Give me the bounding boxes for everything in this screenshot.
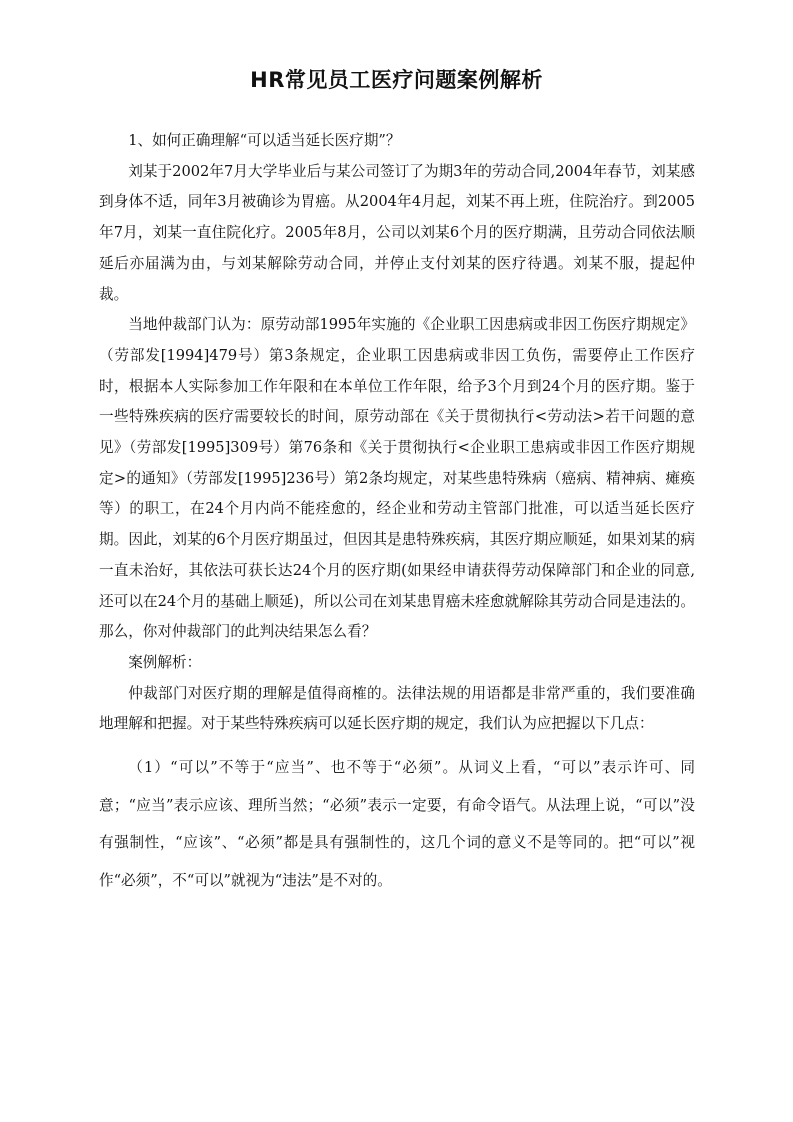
paragraph-analysis-label: 案例解析： [128,653,202,671]
paragraph-point-1: （1）“可以”不等于“应当”、也不等于“必须”。从词义上看，“可以”表示许可、同意；“应当”表示应该、理所当然；“必须”表示一定要，有命令语气。从法理上说，“可以”没有强制性，“应该”、“必须”都是具有强制性的，这几个词的意义不是等同的。把“可以”视作“必须”，不“可以”就视为“违法”是不对的。 [99,759,695,889]
section-heading: 1、如何正确理解“可以适当延长医疗期”？ [128,132,401,149]
document-body [99,126,695,899]
paragraph-arbitration-view: 当地仲裁部门认为：原劳动部1995年实施的《企业职工因患病或非因工伤医疗期规定》（劳部发[1994]479号）第3条规定，企业职工因患病或非因工负伤，需要停止工作医疗时，根据本人实际参加工作年限和在本单位工作年限，给予3个月到24个月的医疗期。鉴于一些特殊疾病的医疗需要较长的时间，原劳动部在《关于贯彻执行<劳动法>若干问题的意见》（劳部发[1995]309号）第76条和《关于贯彻执行<企业职工患病或非因工作医疗期规定>的通知》（劳部发[1995]236号）第2条均规定，对某些患特殊病（癌病、精神病、瘫痪等）的职工，在24个月内尚不能痊愈的，经企业和劳动主管部门批准，可以适当延长医疗期。因此，刘某的6个月医疗期虽过，但因其是患特殊疾病，其医疗期应顺延，如果刘某的病一直未治好，其依法可获长达24个月的医疗期(如果经申请获得劳动保障部门和企业的同意,还可以在24个月的基础上顺延)，所以公司在刘某患胃癌未痊愈就解除其劳动合同是违法的。那么，你对仲裁部门的此判决结果怎么看？ [99,316,695,641]
document-title: HR常见员工医疗问题案例解析 [250,68,543,92]
paragraph-case-facts: 刘某于2002年7月大学毕业后与某公司签订了为期3年的劳动合同,2004年春节，刘某感到身体不适，同年3月被确诊为胃癌。从2004年4月起，刘某不再上班，住院治疗。到2005年7月，刘某一直住院化疗。2005年8月，公司以刘某6个月的医疗期满，且劳动合同依法顺延后亦届满为由，与刘某解除劳动合同，并停止支付刘某的医疗待遇。刘某不服，提起仲裁。 [99,162,695,303]
paragraph-analysis-intro: 仲裁部门对医疗期的理解是值得商榷的。法律法规的用语都是非常严重的，我们要准确地理解和把握。对于某些特殊疾病可以延长医疗期的规定，我们认为应把握以下几点： [99,684,695,733]
